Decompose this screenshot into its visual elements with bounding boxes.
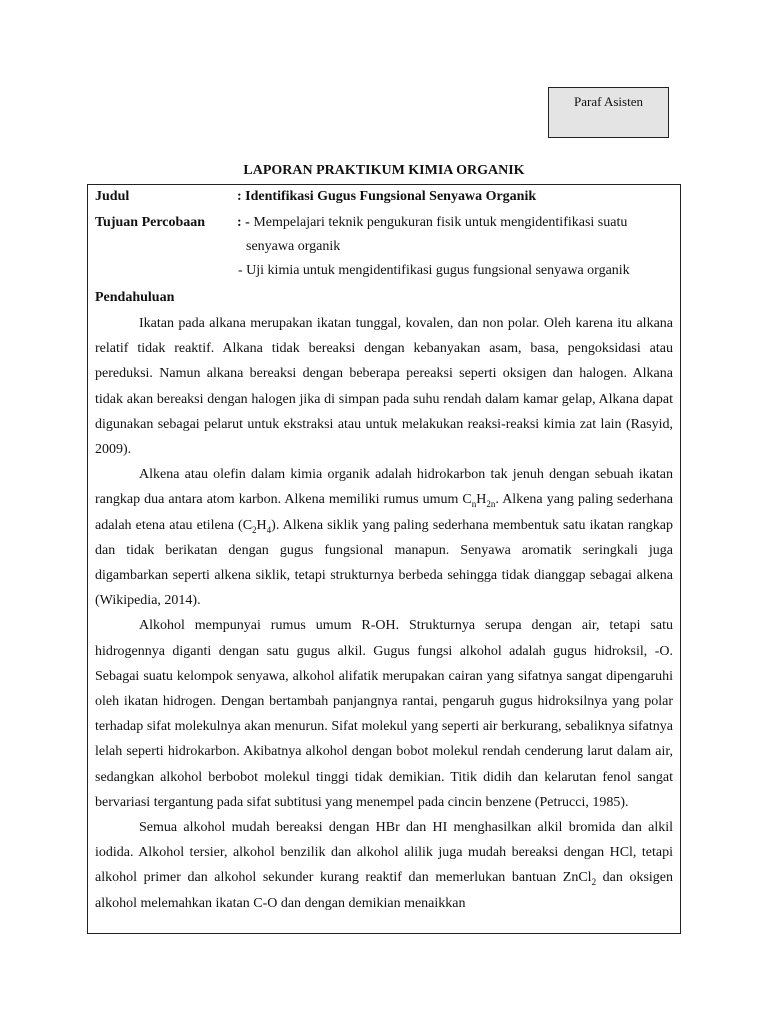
tujuan-line-2: senyawa organik xyxy=(246,239,341,254)
paragraph-alkohol: Alkohol mempunyai rumus umum R-OH. Strukturnya serupa dengan air, tetapi satu hidrogennya diganti dengan satu gugus alkil. Gugus fungsi alkohol adalah gugus hidroksil, -O. Sebagai suatu kelompok senyawa, alkohol alifatik merupakan cairan yang sifatnya sangat dipengaruhi oleh ikatan hidrogen. Dengan bertambah panjangnya rantai, pengaruh gugus hidroksilnya yang polar terhadap sifat molekulnya akan menurun. Sifat molekul yang seperti air berkurang, sebaliknya sifatnya lelah seperti hidrokarbon. Akibatnya alkohol dengan bobot molekul rendah cenderung larut dalam air, sedangkan alkohol berbobot molekul tinggi tidak demikian. Titik didih dan kelarutan fenol sangat bervariasi tergantung pada sifat subtitusi yang menempel pada cincin benzene (Petrucci, 1985). xyxy=(95,618,673,810)
paragraph-reaksi-text-b: dan oksigen alkohol melemahkan ikatan C-O dan dengan demikian menaikkan xyxy=(95,870,674,911)
judul-value xyxy=(237,185,536,209)
report-frame xyxy=(87,184,681,934)
paragraph-alkena xyxy=(95,462,673,613)
subscript-zncl2: 2 xyxy=(591,877,597,888)
tujuan-separator: : - xyxy=(237,215,250,230)
paraf-asisten-box xyxy=(548,87,669,138)
subscript-4: 4 xyxy=(266,524,272,535)
tujuan-label: Tujuan Percobaan xyxy=(95,215,206,230)
paragraph-alkana: Ikatan pada alkana merupakan ikatan tunggal, kovalen, dan non polar. Oleh karena itu alkana relatif tidak reaktif. Alkana tidak bereaksi dengan kebanyakan asam, basa, pengoksidasi atau pereduksi. Namun alkana bereaksi dengan beberapa pereaksi seperti oksigen dan halogen. Alkana tidak akan bereaksi dengan halogen jika di simpan pada suhu rendah dalam kamar gelap, Alkana dapat digunakan sebagai pelarut untuk ekstraksi atau untuk melakukan reaksi-reaksi kimia zat lain (Rasyid, 2009). xyxy=(95,316,673,458)
judul-label: Judul xyxy=(95,189,130,204)
paragraph-alkena-text-a: Alkena atau olefin dalam kimia organik adalah hidrokarbon tak jenuh dengan sebuah ikatan rangkap dua antara atom karbon. Alkena memiliki rumus umum C xyxy=(95,467,673,508)
pendahuluan-body xyxy=(95,311,673,916)
paragraph-reaksi-text-a: Semua alkohol mudah bereaksi dengan HBr dan HI menghasilkan alkil bromida dan alkil iodida. Alkohol tersier, alkohol benzilik dan alkohol alilik juga mudah bereaksi dengan HCl, tetapi alkohol primer dan alkohol sekunder kurang reaktif dan memerlukan bantuan ZnCl xyxy=(95,820,673,886)
paragraph-alkena-text-b: . Alkena yang paling sederhana adalah etena atau etilena (C xyxy=(95,492,673,533)
judul-separator: : xyxy=(237,189,242,204)
section-heading-pendahuluan: Pendahuluan xyxy=(95,290,175,305)
judul-text: Identifikasi Gugus Fungsional Senyawa Organik xyxy=(245,189,537,204)
subscript-n: n xyxy=(471,499,477,510)
paragraph-alkena-text-c: ). Alkena siklik yang paling sederhana membentuk satu ikatan rangkap dan tidak berikatan dengan gugus fungsional manapun. Senyawa aromatik seringkali juga digambarkan seperti alkena siklik, tetapi strukturnya berbeda sehingga tidak dianggap sebagai alkena (Wikipedia, 2014). xyxy=(95,517,673,609)
tujuan-line-1: Mempelajari teknik pengukuran fisik untuk mengidentifikasi suatu xyxy=(253,215,628,230)
report-title: LAPORAN PRAKTIKUM KIMIA ORGANIK xyxy=(243,163,525,178)
formula-h: H xyxy=(476,492,487,508)
tujuan-line-3: - Uji kimia untuk mengidentifikasi gugus fungsional senyawa organik xyxy=(238,263,630,278)
subscript-2: 2 xyxy=(252,524,257,535)
paraf-asisten-label: Paraf Asisten xyxy=(574,94,643,109)
subscript-2n: 2n xyxy=(486,499,496,510)
tujuan-objective-1 xyxy=(237,211,627,235)
formula-h-etena: H xyxy=(256,517,267,533)
paragraph-reaksi-alkohol xyxy=(95,815,673,916)
